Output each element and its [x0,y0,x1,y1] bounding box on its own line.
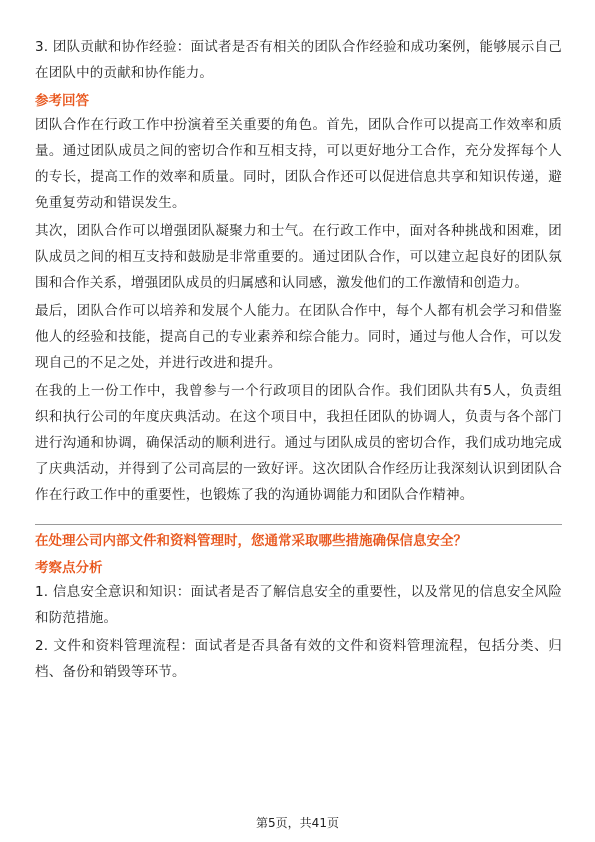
answer-paragraph: 在我的上一份工作中，我曾参与一个行政项目的团队合作。我们团队共有5人，负责组织和执行公司的年度庆典活动。在这个项目中，我担任团队的协调人，负责与各个部门进行沟通和协调，确保活动的顺利进行。通过与团队成员的密切合作，我们成功地完成了庆典活动，并得到了公司高层的一致好评。这次团队合作经历让我深刻认识到团队合作在行政工作中的重要性，也锻炼了我的沟通协调能力和团队合作精神。 [35,383,562,503]
analysis-heading: 考察点分析 [35,560,103,576]
analysis-item: 2. 文件和资料管理流程：面试者是否具备有效的文件和资料管理流程，包括分类、归档、备份和销毁等环节。 [35,638,562,680]
section-divider [35,524,562,525]
interview-question: 在处理公司内部文件和资料管理时，您通常采取哪些措施确保信息安全？ [35,533,467,549]
answer-paragraph: 团队合作在行政工作中扮演着至关重要的角色。首先，团队合作可以提高工作效率和质量。通过团队成员之间的密切合作和互相支持，可以更好地分工合作，充分发挥每个人的专长，提高工作的效率和质量。同时，团队合作还可以促进信息共享和知识传递，避免重复劳动和错误发生。 [35,117,562,211]
answer-paragraph: 其次，团队合作可以增强团队凝聚力和士气。在行政工作中，面对各种挑战和困难，团队成员之间的相互支持和鼓励是非常重要的。通过团队合作，可以建立起良好的团队氛围和合作关系，增强团队成员的归属感和认同感，激发他们的工作激情和创造力。 [35,223,562,291]
analysis-item: 1. 信息安全意识和知识：面试者是否了解信息安全的重要性，以及常见的信息安全风险和防范措施。 [35,584,562,626]
answer-paragraph: 最后，团队合作可以培养和发展个人能力。在团队合作中，每个人都有机会学习和借鉴他人的经验和技能，提高自己的专业素养和综合能力。同时，通过与他人合作，可以发现自己的不足之处，并进行改进和提升。 [35,303,562,371]
page-number: 第5页，共41页 [256,816,339,830]
document-page [35,34,562,687]
analysis-item-3: 3. 团队贡献和协作经验：面试者是否有相关的团队合作经验和成功案例，能够展示自己在团队中的贡献和协作能力。 [35,39,562,81]
reference-answer-heading: 参考回答 [35,93,89,109]
